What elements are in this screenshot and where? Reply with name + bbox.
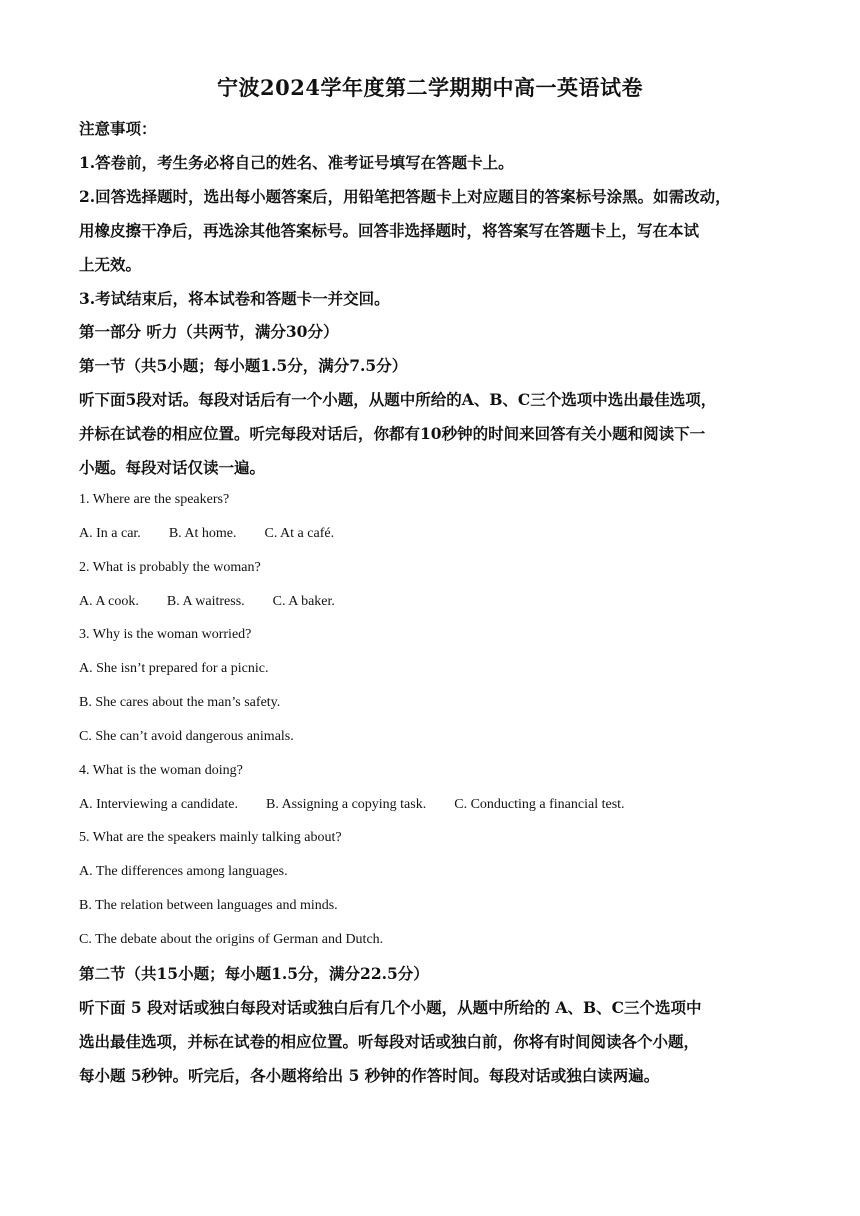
option-c: C. The debate about the origins of German and Dutch. <box>79 932 384 947</box>
section2-heading: 第二节（共15小题；每小题1.5分，满分22.5分） <box>79 964 429 983</box>
option-b: B. The relation between languages and minds. <box>79 898 338 913</box>
part1-heading: 第一部分 听力（共两节，满分30分） <box>79 322 339 341</box>
question-2: 2. What is probably the woman? <box>79 560 261 575</box>
question-4-options <box>79 795 783 815</box>
section2-instruction-line: 每小题 5秒钟。听完后，各小题将给出 5 秒钟的作答时间。每段对话或独白读两遍。 <box>79 1066 660 1085</box>
option-a: A. She isn’t prepared for a picnic. <box>79 661 269 676</box>
question-2-options <box>79 592 783 612</box>
option-a: A. In a car. <box>79 526 141 541</box>
option-a: A. The differences among languages. <box>79 864 288 879</box>
notice-line: 1.答卷前，考生务必将自己的姓名、准考证号填写在答题卡上。 <box>79 153 514 172</box>
option-b: B. A waitress. <box>166 594 245 609</box>
section2-instruction-line: 听下面 5 段对话或独白每段对话或独白后有几个小题，从题中所给的 A、B、C三个选项中 <box>79 998 702 1017</box>
notice-line: 上无效。 <box>79 255 142 274</box>
notice-line: 3.考试结束后，将本试卷和答题卡一并交回。 <box>79 289 390 308</box>
option-c: C. Conducting a financial test. <box>454 797 625 812</box>
option-b: B. At home. <box>168 526 237 541</box>
option-b: B. Assigning a copying task. <box>266 797 427 812</box>
section1-instruction-line: 听下面5段对话。每段对话后有一个小题，从题中所给的A、B、C三个选项中选出最佳选项， <box>79 390 717 409</box>
page-title: 宁波2024学年度第二学期期中高一英语试卷 <box>217 75 643 100</box>
notice-heading: 注意事项： <box>79 119 157 138</box>
question-1: 1. Where are the speakers? <box>79 492 230 507</box>
question-4: 4. What is the woman doing? <box>79 763 243 778</box>
option-a: A. Interviewing a candidate. <box>79 797 238 812</box>
section2-instruction-line: 选出最佳选项，并标在试卷的相应位置。听每段对话或独白前，你将有时间阅读各个小题， <box>79 1032 700 1051</box>
option-b: B. She cares about the man’s safety. <box>79 695 281 710</box>
question-1-options <box>79 524 783 544</box>
option-c: C. A baker. <box>272 594 335 609</box>
notice-line: 2.回答选择题时，选出每小题答案后，用铅笔把答题卡上对应题目的答案标号涂黑。如需改动， <box>79 187 731 206</box>
notice-line: 用橡皮擦干净后，再选涂其他答案标号。回答非选择题时，将答案写在答题卡上，写在本试 <box>79 221 700 240</box>
option-c: C. She can’t avoid dangerous animals. <box>79 729 294 744</box>
section1-instruction-line: 并标在试卷的相应位置。听完每段对话后，你都有10秒钟的时间来回答有关小题和阅读下一 <box>79 424 706 443</box>
option-c: C. At a café. <box>264 526 335 541</box>
section1-instruction-line: 小题。每段对话仅读一遍。 <box>79 458 266 477</box>
section1-heading: 第一节（共5小题；每小题1.5分，满分7.5分） <box>79 356 408 375</box>
option-a: A. A cook. <box>79 594 139 609</box>
question-5: 5. What are the speakers mainly talking about? <box>79 830 342 845</box>
question-3: 3. Why is the woman worried? <box>79 627 252 642</box>
